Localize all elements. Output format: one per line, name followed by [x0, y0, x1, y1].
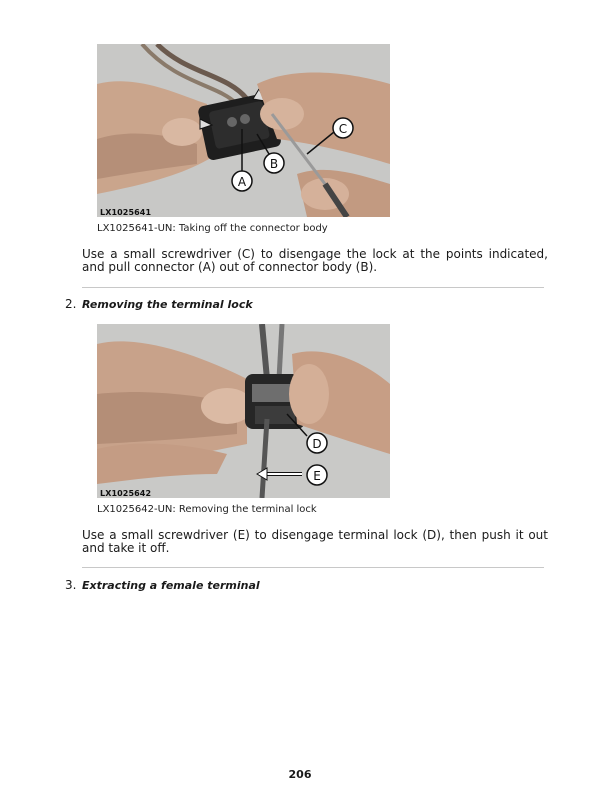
- photo-id: LX1025642: [100, 489, 152, 498]
- svg-text:A: A: [237, 175, 247, 189]
- step-title: Extracting a female terminal: [82, 579, 260, 592]
- figure-caption: LX1025642-UN: Removing the terminal lock: [97, 504, 317, 515]
- section-divider: [82, 567, 544, 568]
- terminal-lock-photo: [97, 324, 390, 498]
- connector-removal-photo: [97, 44, 390, 217]
- figure-caption: LX1025641-UN: Taking off the connector body: [97, 223, 328, 234]
- instruction-paragraph: Use a small screwdriver (C) to disengage the lock at the points indicated, and pull connector (A) out of connector body (B).: [82, 247, 548, 274]
- step-number: 3.: [65, 578, 77, 592]
- step-number: 2.: [65, 297, 77, 311]
- svg-text:C: C: [338, 122, 348, 136]
- section-divider: [82, 287, 544, 288]
- svg-text:B: B: [269, 157, 279, 171]
- callout-label-b: [264, 153, 284, 173]
- instruction-paragraph: Use a small screwdriver (E) to disengage terminal lock (D), then push it out and take it off.: [82, 528, 548, 555]
- svg-text:D: D: [312, 437, 322, 451]
- figure-photo-connector-body: [97, 44, 390, 217]
- callout-label-e: [307, 465, 327, 485]
- svg-text:E: E: [313, 469, 321, 483]
- callout-label-d: [307, 433, 327, 453]
- step-heading: [65, 578, 260, 592]
- figure-photo-terminal-lock: [97, 324, 390, 498]
- callout-label-a: [232, 171, 252, 191]
- photo-id: LX1025641: [100, 208, 152, 217]
- callout-label-c: [333, 118, 353, 138]
- step-title: Removing the terminal lock: [82, 298, 253, 311]
- step-heading: [65, 297, 253, 311]
- page-number: 206: [288, 768, 312, 781]
